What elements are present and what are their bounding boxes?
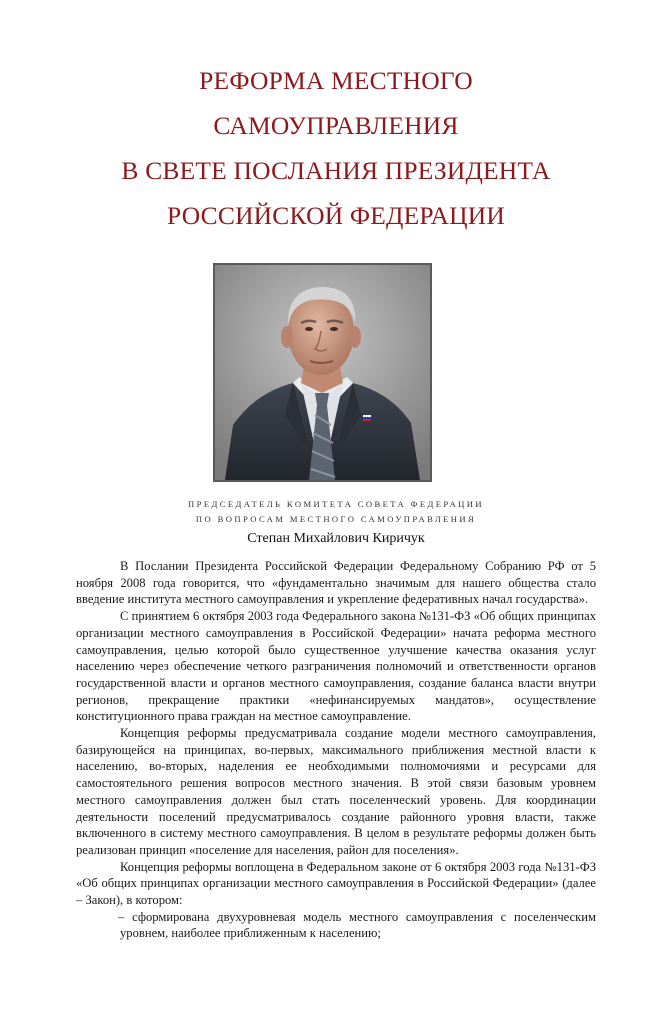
paragraph-3: Концепция реформы предусматривала создание модели местного самоуправления, базирующейся на принципах, во-первых, максимального приближения местной власти к населению, во-вторых, наделения ее необходимыми полномочиями и ресурсами для самостоятельного решения вопросов местного значения. В этой связи базовым уровнем местного самоуправления должен был стать поселенческий уровень. Для координации деятельности поселений предусматривалось создание районного уровня власти, также включенного в систему местного самоуправления. В целом в результате реформы должен быть реализован принцип «поселение для населения, район для поселения». xyxy=(76,726,596,857)
title-line-1: РЕФОРМА МЕСТНОГО xyxy=(199,66,473,95)
author-caption xyxy=(0,497,672,549)
title-line-4: РОССИЙСКОЙ ФЕДЕРАЦИИ xyxy=(167,201,505,230)
article-body xyxy=(76,558,596,942)
author-position-line-2: ПО ВОПРОСАМ МЕСТНОГО САМОУПРАВЛЕНИЯ xyxy=(195,514,477,524)
paragraph-1: В Послании Президента Российской Федерации Федеральному Собранию РФ от 5 ноября 2008 года говорится, что «фундаментально значимым для нашего общества стало введение института местного самоуправления и укрепление федеративных начал государства». xyxy=(76,559,596,607)
author-name: Степан Михайлович Киричук xyxy=(247,531,425,546)
author-position-line-1: ПРЕДСЕДАТЕЛЬ КОМИТЕТА СОВЕТА ФЕДЕРАЦИИ xyxy=(188,499,484,509)
paragraph-2: С принятием 6 октября 2003 года Федерального закона №131-ФЗ «Об общих принципах организации местного самоуправления в Российской Федерации» начата реформа местного самоуправления, целью которой было существенное улучшение качества оказания услуг населению через обеспечение четкого разграничения полномочий и ответственности органов государственной власти и органов местного самоуправления, создание баланса власти внутри регионов, прекращение практики «нефинансируемых мандатов», осуществление конституционного права граждан на местное самоуправление. xyxy=(76,609,596,724)
paragraph-4: Концепция реформы воплощена в Федеральном законе от 6 октября 2003 года №131-ФЗ «Об общих принципах организации местного самоуправления в Российской Федерации» (далее – Закон), в котором: xyxy=(76,859,596,908)
author-portrait xyxy=(213,263,432,482)
article-title xyxy=(0,58,672,238)
list-item-1: – сформирована двухуровневая модель местного самоуправления с поселенческим уровнем, наиболее приближенным к населению; xyxy=(118,909,596,941)
title-line-2: САМОУПРАВЛЕНИЯ xyxy=(213,111,459,140)
portrait-photo-icon xyxy=(215,265,430,480)
title-line-3: В СВЕТЕ ПОСЛАНИЯ ПРЕЗИДЕНТА xyxy=(121,156,551,185)
